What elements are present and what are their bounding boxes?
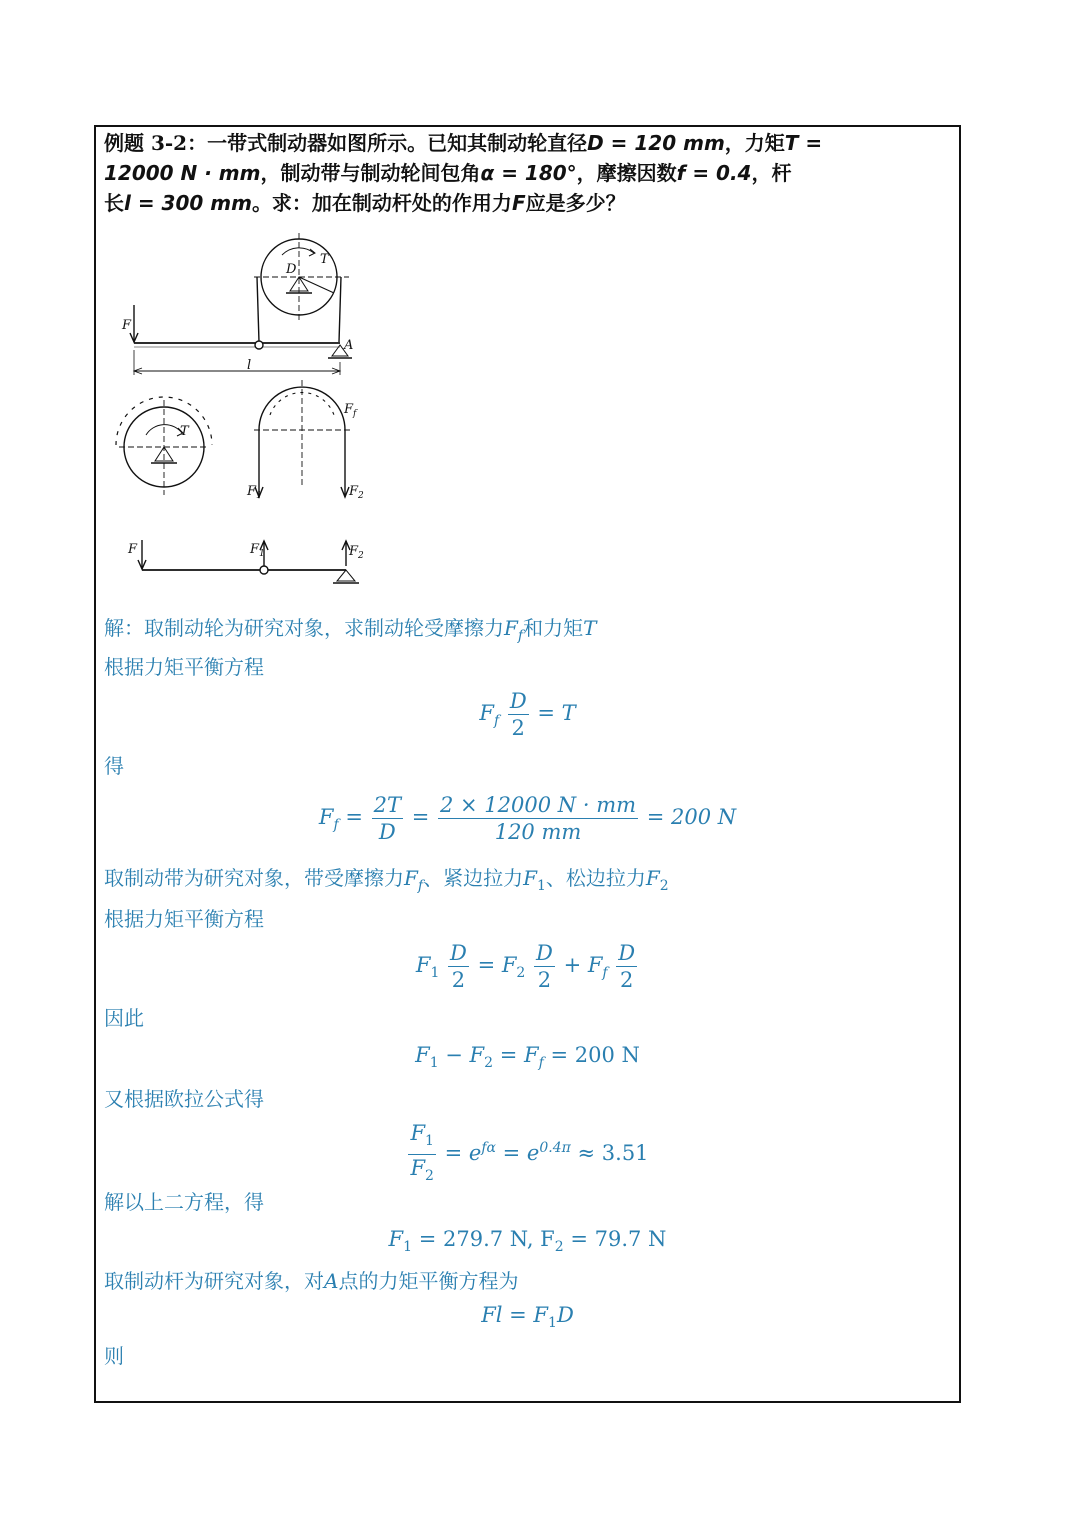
label-F2-bottom: $F_2$ — [349, 544, 364, 561]
problem-line-1: 例题 3-2：一带式制动器如图所示。已知其制动轮直径D = 120 mm，力矩T = — [104, 131, 823, 155]
label-T2: T — [180, 424, 189, 439]
equation-5: $\frac{F_1}{F_2}$ = $e^{f\alpha} = e^{0.4\pi} \approx 3.51$ — [410, 1121, 649, 1185]
label-D: D — [286, 262, 297, 277]
equation-1: $F_f$ $\frac{D}{2}$ = T — [479, 689, 576, 740]
equation-6: $F_1 = 279.7$ N, $F_2 = 79.7$ N — [388, 1227, 667, 1256]
label-l: l — [247, 358, 252, 373]
equation-3: $F_1$ $\frac{D}{2}$ = $F_2$ $\frac{D}{2}$ + $F_f$ $\frac{D}{2}$ — [415, 941, 636, 992]
solution-line-1: 解：取制动轮为研究对象，求制动轮受摩擦力$F_f$和力矩T — [104, 616, 597, 644]
label-A: A — [344, 338, 354, 353]
solution-line-3: 得 — [104, 754, 124, 778]
solution-line-5: 根据力矩平衡方程 — [104, 907, 264, 931]
band-brake-diagram — [104, 225, 374, 600]
equation-2: $F_f$ = $\frac{2T}{D}$ = $\frac{2 \times 12000 N \cdot mm}{120 mm}$ = 200 N — [318, 793, 737, 844]
solution-line-10: 则 — [104, 1344, 124, 1368]
solution-line-2: 根据力矩平衡方程 — [104, 655, 264, 679]
label-F1: $F_1$ — [247, 484, 262, 501]
solution-line-6: 因此 — [104, 1006, 144, 1030]
label-T: T — [320, 252, 329, 267]
problem-line-2: 12000 N · mm，制动带与制动轮间包角α = 180°，摩擦因数f = 0.4，杆 — [104, 161, 792, 185]
equation-7: $Fl = F_1D$ — [481, 1303, 574, 1332]
problem-statement — [104, 128, 944, 218]
solution-line-4: 取制动带为研究对象，带受摩擦力$F_f$、紧边拉力$F_1$、松边拉力$F_2$ — [104, 866, 669, 894]
equation-4: $F_1 - F_2 = F_f = 200$ N — [415, 1043, 640, 1072]
label-Ff: $F_f$ — [344, 402, 357, 419]
solution-line-9: 取制动杆为研究对象，对A点的力矩平衡方程为 — [104, 1269, 519, 1293]
solution-line-8: 解以上二方程，得 — [104, 1190, 264, 1214]
label-F: F — [122, 318, 132, 333]
problem-line-3: 长l = 300 mm。求：加在制动杆处的作用力F应是多少？ — [104, 191, 626, 215]
label-F-bottom: F — [128, 542, 138, 557]
solution-line-7: 又根据欧拉公式得 — [104, 1087, 264, 1111]
label-F2: $F_2$ — [349, 484, 364, 501]
label-F1-bottom: $F_1$ — [250, 542, 265, 559]
